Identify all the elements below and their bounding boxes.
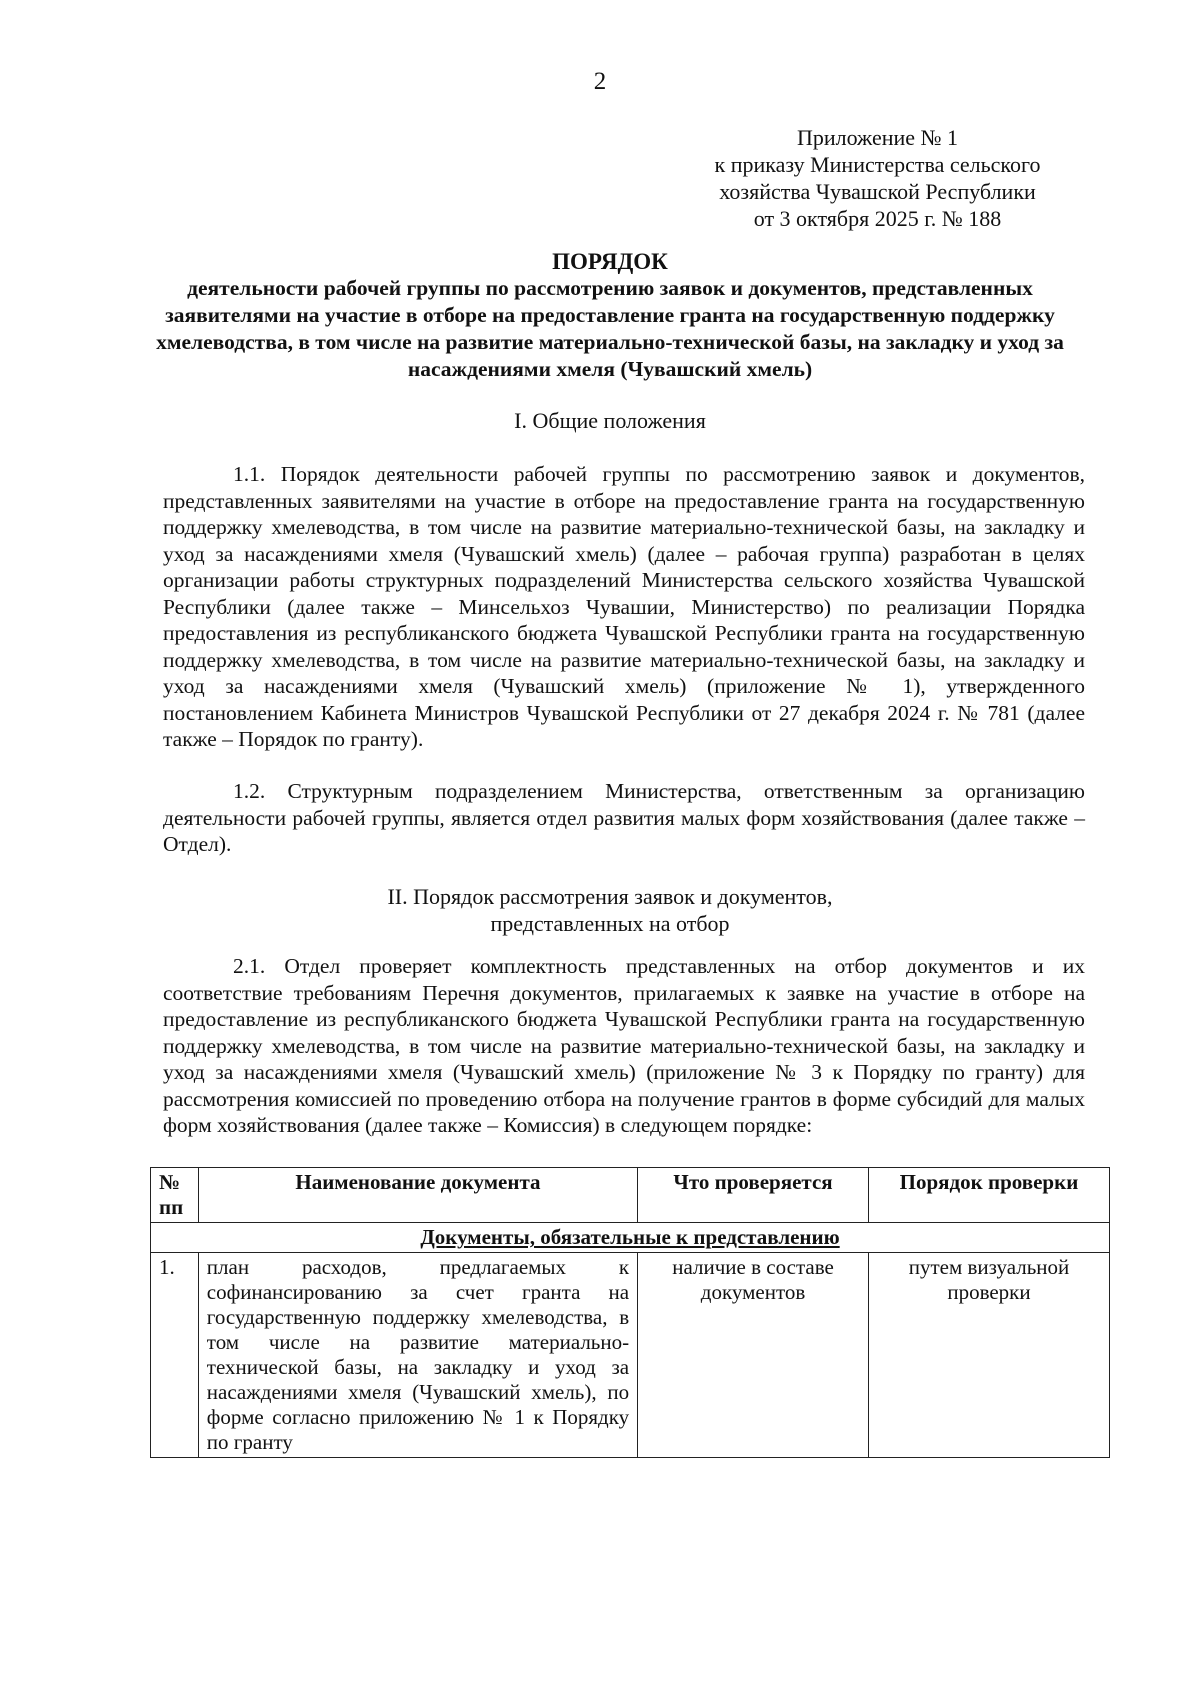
document-subtitle: деятельности рабочей группы по рассмотрению заявок и документов, представленных заявителями на участие в отборе на предоставление гранта на государственную поддержку хмелеводства, в том числе на развитие материально-технической базы, на закладку и уход за насаждениями хмеля (Чувашский хмель) bbox=[156, 276, 1064, 381]
title-block bbox=[150, 248, 1070, 383]
group-label: Документы, обязательные к представлению bbox=[151, 1223, 1110, 1253]
table-row bbox=[151, 1253, 1110, 1458]
paragraph-2-1: 2.1. Отдел проверяет комплектность представленных на отбор документов и их соответствие требованиям Перечня документов, прилагаемых к заявке на участие в отборе на предоставление из республиканского бюджета Чувашской Республики гранта на государственную поддержку хмелеводства, в том числе на развитие материально-технической базы, на закладку и уход за насаждениями хмеля (Чувашский хмель) (приложение № 3 к Порядку по гранту) для рассмотрения комиссией по проведению отбора на получение грантов в форме субсидий для малых форм хозяйствования (далее также – Комиссия) в следующем порядке: bbox=[163, 954, 1085, 1137]
row-check: наличие в составе документов bbox=[638, 1253, 869, 1458]
section-2-heading-line-1: II. Порядок рассмотрения заявок и документов, bbox=[387, 884, 833, 909]
document-title: ПОРЯДОК bbox=[552, 249, 668, 274]
header-num: № пп bbox=[151, 1168, 199, 1223]
header-method: Порядок проверки bbox=[868, 1168, 1109, 1223]
documents-table bbox=[150, 1167, 1110, 1458]
row-method: путем визуальной проверки bbox=[868, 1253, 1109, 1458]
appendix-block bbox=[700, 124, 1055, 232]
appendix-line-2: к приказу Министерства сельского bbox=[714, 152, 1041, 177]
table-group-row bbox=[151, 1223, 1110, 1253]
paragraph-1-2: 1.2. Структурным подразделением Министерства, ответственным за организацию деятельности рабочей группы, является отдел развития малых форм хозяйствования (далее также – Отдел). bbox=[163, 779, 1085, 856]
paragraph-1-1: 1.1. Порядок деятельности рабочей группы по рассмотрению заявок и документов, представленных заявителями на участие в отборе на предоставление гранта на государственную поддержку хмелеводства, в том числе на развитие материально-технической базы, на закладку и уход за насаждениями хмеля (Чувашский хмель) (далее – рабочая группа) разработан в целях организации работы структурных подразделений Министерства сельского хозяйства Чувашской Республики (далее также – Минсельхоз Чувашии, Министерство) по реализации Порядка предоставления из республиканского бюджета Чувашской Республики гранта на государственную поддержку хмелеводства, в том числе на развитие материально-технической базы, на закладку и уход за насаждениями хмеля (Чувашский хмель) (приложение № 1), утвержденного постановлением Кабинета Министров Чувашской Республики от 27 декабря 2024 г. № 781 (далее также – Порядок по гранту). bbox=[163, 462, 1085, 751]
row-num: 1. bbox=[151, 1253, 199, 1458]
header-name: Наименование документа bbox=[198, 1168, 637, 1223]
section-2-heading bbox=[150, 883, 1070, 937]
section-2-heading-line-2: представленных на отбор bbox=[490, 911, 730, 936]
header-check: Что проверяется bbox=[638, 1168, 869, 1223]
appendix-line-4: от 3 октября 2025 г. № 188 bbox=[753, 206, 1002, 231]
page-number: 2 bbox=[593, 68, 607, 95]
row-name: план расходов, предлагаемых к софинансированию за счет гранта на государственную поддержку хмелеводства, в том числе на развитие материально-технической базы, на закладку и уход за насаждениями хмеля (Чувашский хмель), по форме согласно приложению № 1 к Порядку по гранту bbox=[198, 1253, 637, 1458]
section-1-heading: I. Общие положения bbox=[514, 408, 706, 433]
appendix-line-3: хозяйства Чувашской Республики bbox=[719, 179, 1036, 204]
appendix-line-1: Приложение № 1 bbox=[796, 125, 959, 150]
table-header-row bbox=[151, 1168, 1110, 1223]
